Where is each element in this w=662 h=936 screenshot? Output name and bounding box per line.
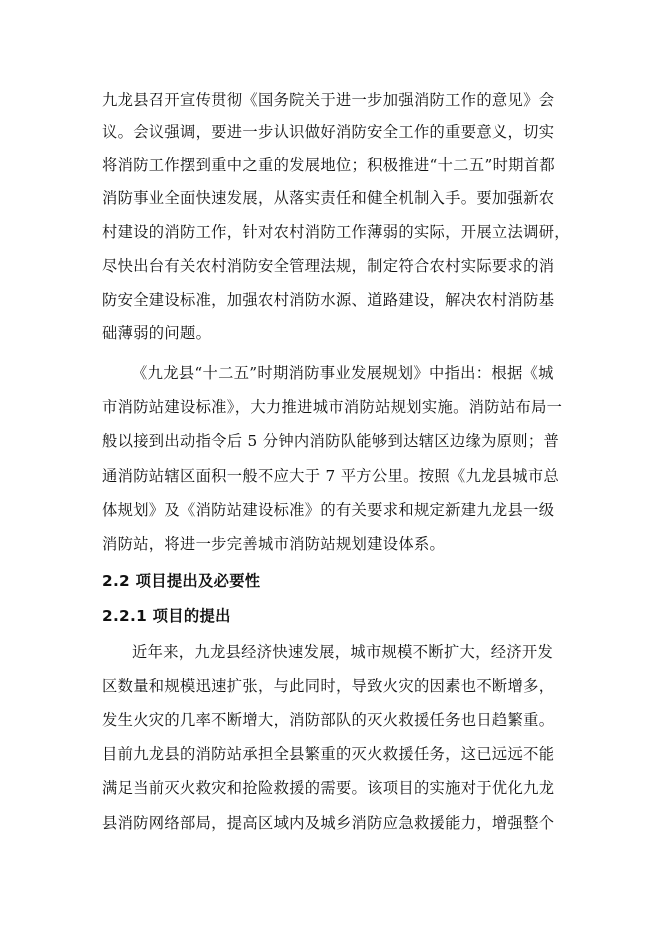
paragraph-3-line-1: 近年来，九龙县经济快速发展，城市规模不断扩大，经济开发	[132, 643, 554, 661]
paragraph-1-line-6: 尽快出台有关农村消防安全管理法规，制定符合农村实际要求的消	[102, 257, 555, 275]
paragraph-3-line-2: 区数量和规模迅速扩张，与此同时，导致火灾的因素也不断增多，	[102, 677, 555, 695]
paragraph-3-line-5: 满足当前灭火救灾和抢险救援的需要。该项目的实施对于优化九龙	[102, 779, 555, 797]
paragraph-3-line-3: 发生火灾的几率不断增大，消防部队的灭火救援任务也日趋繁重。	[102, 711, 555, 729]
paragraph-1-line-5: 村建设的消防工作，针对农村消防工作薄弱的实际，开展立法调研，	[102, 223, 570, 241]
paragraph-2-line-2: 市消防站建设标准》，大力推进城市消防站规划实施。消防站布局一	[102, 398, 563, 416]
paragraph-2-line-5: 体规划》及《消防站建设标准》的有关要求和规定新建九龙县一级	[102, 501, 555, 519]
paragraph-1-line-3: 将消防工作摆到重中之重的发展地位；积极推进“十二五”时期首都	[102, 156, 555, 174]
paragraph-2-line-3: 般以接到出动指令后 5 分钟内消防队能够到达辖区边缘为原则；普	[102, 432, 560, 450]
paragraph-2-line-6: 消防站，将进一步完善城市消防站规划建设体系。	[102, 535, 446, 553]
paragraph-3-line-4: 目前九龙县的消防站承担全县繁重的灭火救援任务，这已远远不能	[102, 745, 555, 763]
paragraph-1-line-2: 议。会议强调，要进一步认识做好消防安全工作的重要意义，切实	[102, 123, 555, 141]
paragraph-2-line-4: 通消防站辖区面积一般不应大于 7 平方公里。按照《九龙县城市总	[102, 467, 560, 485]
paragraph-1-line-7: 防安全建设标准，加强农村消防水源、道路建设，解决农村消防基	[102, 291, 555, 309]
section-heading-2-2-1: 2.2.1 项目的提出	[102, 607, 231, 625]
section-heading-2-2: 2.2 项目提出及必要性	[102, 572, 261, 590]
paragraph-3-line-6: 县消防网络部局，提高区域内及城乡消防应急救援能力，增强整个	[102, 814, 555, 832]
paragraph-2-line-1: 《九龙县“十二五”时期消防事业发展规划》中指出：根据《城	[132, 364, 554, 382]
paragraph-1-line-8: 础薄弱的问题。	[102, 324, 212, 342]
paragraph-1-line-1: 九龙县召开宣传贯彻《国务院关于进一步加强消防工作的意见》会	[102, 91, 555, 109]
paragraph-1-line-4: 消防事业全面快速发展，从落实责任和健全机制入手。要加强新农	[102, 189, 555, 207]
